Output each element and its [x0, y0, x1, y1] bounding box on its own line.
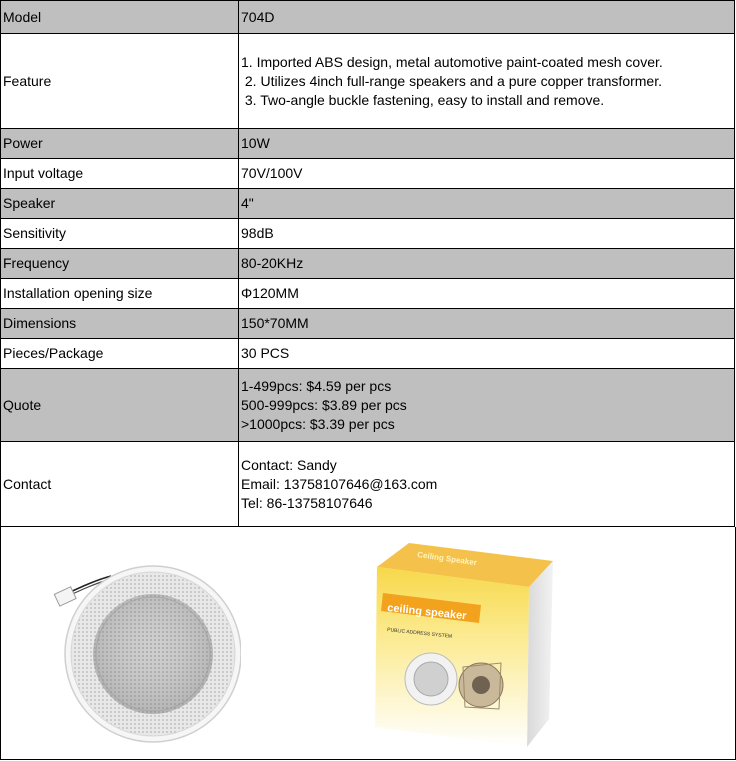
ceiling-speaker-photo [41, 542, 241, 752]
quote-line: >1000pcs: $3.39 per pcs [241, 415, 395, 432]
row-value [239, 369, 735, 442]
box-brand-text: ceiling speaker [386, 602, 468, 623]
row-value: 4" [239, 189, 735, 219]
product-images-row [0, 527, 736, 760]
quote-line: 1-499pcs: $4.59 per pcs [241, 377, 392, 394]
contact-line: Email: 13758107646@163.com [241, 475, 438, 492]
row-value: 70V/100V [239, 159, 735, 189]
quote-line: 500-999pcs: $3.89 per pcs [241, 396, 407, 413]
row-value: 80-20KHz [239, 249, 735, 279]
row-value: 30 PCS [239, 339, 735, 369]
row-dimensions [1, 309, 735, 339]
row-value: 10W [239, 129, 735, 159]
row-key: Installation opening size [1, 279, 239, 309]
feature-line: 1. Imported ABS design, metal automotive paint-coated mesh cover. [241, 53, 663, 70]
row-input-voltage [1, 159, 735, 189]
row-value: 98dB [239, 219, 735, 249]
row-pieces-package [1, 339, 735, 369]
row-value: 704D [239, 1, 735, 34]
row-model [1, 1, 735, 34]
feature-line: 3. Two-angle buckle fastening, easy to install and remove. [241, 91, 605, 108]
row-speaker [1, 189, 735, 219]
box-subtitle-text: PUBLIC ADDRESS SYSTEM [386, 627, 453, 640]
row-key: Feature [1, 34, 239, 129]
speaker-box-photo [369, 539, 554, 749]
box-top-text: Ceiling Speaker [416, 550, 478, 568]
row-key: Contact [1, 442, 239, 527]
row-key: Speaker [1, 189, 239, 219]
row-key: Sensitivity [1, 219, 239, 249]
row-feature [1, 34, 735, 129]
row-contact [1, 442, 735, 527]
row-key: Power [1, 129, 239, 159]
row-installation-opening [1, 279, 735, 309]
row-key: Model [1, 1, 239, 34]
row-value [239, 442, 735, 527]
feature-line: 2. Utilizes 4inch full-range speakers and a pure copper transformer. [241, 72, 662, 89]
row-value: Φ120MM [239, 279, 735, 309]
row-key: Quote [1, 369, 239, 442]
contact-line: Contact: Sandy [241, 456, 337, 473]
contact-line: Tel: 86-13758107646 [241, 494, 373, 511]
row-value: 150*70MM [239, 309, 735, 339]
row-key: Dimensions [1, 309, 239, 339]
row-value [239, 34, 735, 129]
row-quote [1, 369, 735, 442]
row-key: Frequency [1, 249, 239, 279]
row-frequency [1, 249, 735, 279]
row-sensitivity [1, 219, 735, 249]
row-key: Pieces/Package [1, 339, 239, 369]
row-key: Input voltage [1, 159, 239, 189]
row-power [1, 129, 735, 159]
